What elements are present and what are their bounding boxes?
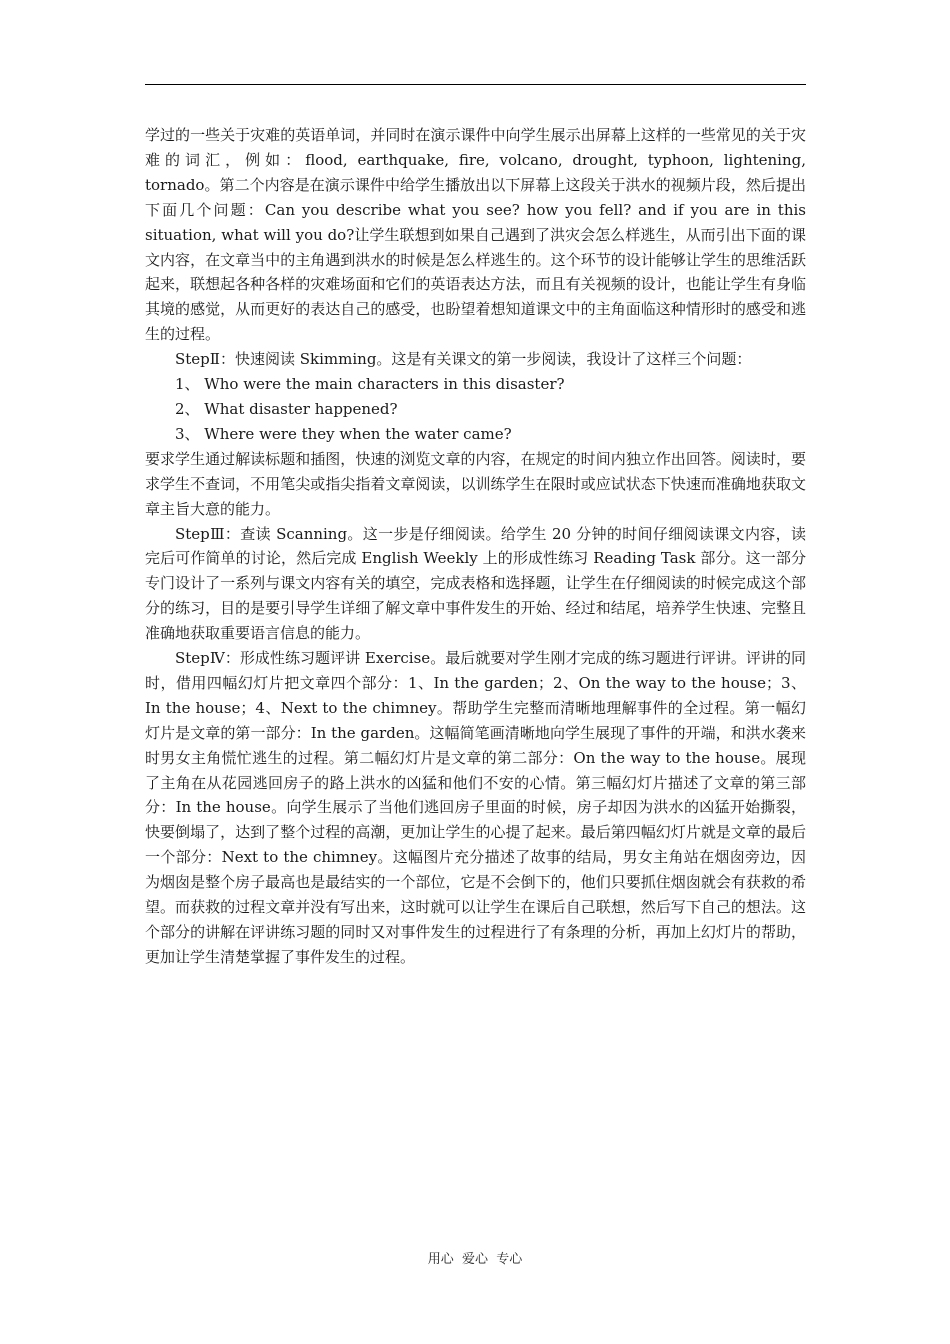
paragraph-intro: 学过的一些关于灾难的英语单词，并同时在演示课件中向学生展示出屏幕上这样的一些常见的关于灾难的词汇，例如：flood, earthquake, fire, volcano, drought, typhoon, lightening, tornado。第二个内容是在演示课件中给学生播放出以下屏幕上这段关于洪水的视频片段，然后提出下面几个问题：Can you describe what you see? how you fell? and if you are in this situation, what will you do?让学生联想到如果自己遇到了洪灾会怎么样逃生，从而引出下面的课文内容，在文章当中的主角遇到洪水的时候是怎么样逃生的。这个环节的设计能够让学生的思维活跃起来，联想起各种各样的灾难场面和它们的英语表达方法，而且有关视频的设计，也能让学生有身临其境的感觉，从而更好的表达自己的感受，也盼望着想知道课文中的主角面临这种情形时的感受和逃生的过程。	[145, 126, 806, 344]
question-item-3: 3、 Where were they when the water came?	[175, 424, 512, 443]
page-footer: 用心 爱心 专心	[427, 1252, 523, 1267]
header-rule	[145, 84, 806, 85]
question-item-1: 1、 Who were the main characters in this disaster?	[175, 375, 565, 394]
paragraph-step-4: StepⅣ：形成性练习题评讲 Exercise。最后就要对学生刚才完成的练习题进行评讲。评讲的同时，借用四幅幻灯片把文章四个部分：1、In the garden；2、On the way to the house；3、In the house；4、Next to the chimney。帮助学生完整而清晰地理解事件的全过程。第一幅幻灯片是文章的第一部分：In the garden。这幅简笔画清晰地向学生展现了事件的开端，和洪水袭来时男女主角慌忙逃生的过程。第二幅幻灯片是文章的第二部分：On the way to the house。展现了主角在从花园逃回房子的路上洪水的凶猛和他们不安的心情。第三幅幻灯片描述了文章的第三部分：In the house。向学生展示了当他们逃回房子里面的时候，房子却因为洪水的凶猛开始撕裂，快要倒塌了，达到了整个过程的高潮，更加让学生的心提了起来。最后第四幅幻灯片就是文章的最后一个部分：Next to the chimney。这幅图片充分描述了故事的结局，男女主角站在烟囱旁边，因为烟囱是整个房子最高也是最结实的一个部位，它是不会倒下的，他们只要抓住烟囱就会有获救的希望。而获救的过程文章并没有写出来，这时就可以让学生在课后自己联想，然后写下自己的想法。这个部分的讲解在评讲练习题的同时又对事件发生的过程进行了有条理的分析，再加上幻灯片的帮助，更加让学生清楚掌握了事件发生的过程。	[145, 649, 806, 966]
paragraph-step-2: StepⅡ：快速阅读 Skimming。这是有关课文的第一步阅读，我设计了这样三个问题：	[175, 350, 752, 369]
paragraph-step-3: StepⅢ：查读 Scanning。这一步是仔细阅读。给学生 20 分钟的时间仔细阅读课文内容，读完后可作简单的讨论，然后完成 English Weekly 上的形成性练习 Reading Task 部分。这一部分专门设计了一系列与课文内容有关的填空，完成表格和选择题，让学生在仔细阅读的时候完成这个部分的练习，目的是要引导学生详细了解文章中事件发生的开始、经过和结尾，培养学生快速、完整且准确地获取重要语言信息的能力。	[145, 524, 806, 643]
document-body	[145, 123, 806, 970]
question-item-2: 2、 What disaster happened?	[175, 399, 398, 418]
paragraph-skimming-requirements: 要求学生通过解读标题和插图，快速的浏览文章的内容，在规定的时间内独立作出回答。阅读时，要求学生不查词，不用笔尖或指尖指着文章阅读，以训练学生在限时或应试状态下快速而准确地获取文章主旨大意的能力。	[145, 449, 806, 518]
